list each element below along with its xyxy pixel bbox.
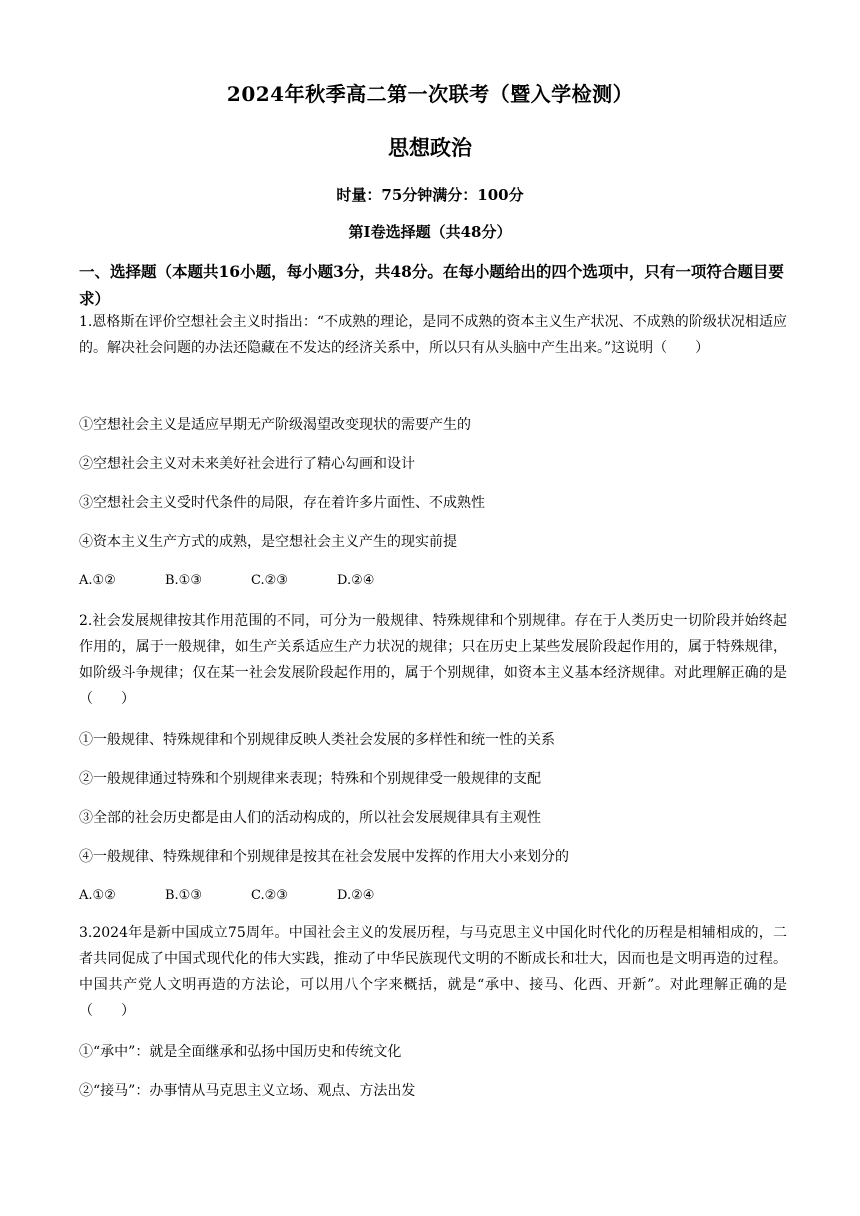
answer-d: D.②④ [337, 888, 375, 903]
option-3: ③全部的社会历史都是由人们的活动构成的，所以社会发展规律具有主观性 [79, 810, 541, 826]
option-3: ③空想社会主义受时代条件的局限，存在着许多片面性、不成熟性 [79, 495, 485, 511]
option-4: ④一般规律、特殊规律和个别规律是按其在社会发展中发挥的作用大小来划分的 [79, 849, 569, 865]
option-2: ②一般规律通过特殊和个别规律来表现；特殊和个别规律受一般规律的支配 [79, 771, 541, 787]
time-info: 时量：75分钟满分：100分 [336, 186, 524, 204]
answer-b: B.①③ [165, 888, 202, 903]
question-stem: 1.恩格斯在评价空想社会主义时指出：“不成熟的理论，是同不成熟的资本主义生产状况、不成熟的阶级状况相适应的。解决社会问题的办法还隐藏在不发达的经济关系中，所以只有从头脑中产生出来。”这说明（ ） [79, 314, 787, 356]
volume-heading: 第Ⅰ卷选择题（共48分） [348, 223, 512, 241]
option-4: ④资本主义生产方式的成熟，是空想社会主义产生的现实前提 [79, 534, 457, 550]
answer-c: C.②③ [251, 888, 288, 903]
question-stem: 2.社会发展规律按其作用范围的不同，可分为一般规律、特殊规律和个别规律。存在于人类历史一切阶段并始终起作用的，属于一般规律，如生产关系适应生产力状况的规律；只在历史上某些发展阶段起作用的，属于特殊规律，如阶级斗争规律；仅在某一社会发展阶段起作用的，属于个别规律，如资本主义基本经济规律。对此理解正确的是（ ） [79, 613, 787, 707]
answer-d: D.②④ [337, 573, 375, 588]
subject-title: 思想政治 [388, 135, 472, 160]
question-1 [79, 309, 787, 609]
answer-c: C.②③ [251, 573, 288, 588]
exam-title: 2024年秋季高二第一次联考（暨入学检测） [226, 82, 634, 106]
option-1: ①空想社会主义是适应早期无产阶级渴望改变现状的需要产生的 [79, 417, 471, 433]
question-3 [79, 920, 787, 1110]
answer-a: A.①② [79, 573, 116, 588]
question-2 [79, 608, 787, 908]
option-1: ①一般规律、特殊规律和个别规律反映人类社会发展的多样性和统一性的关系 [79, 732, 555, 748]
option-1: ①“承中”：就是全面继承和弘扬中国历史和传统文化 [79, 1044, 402, 1060]
question-stem: 3.2024年是新中国成立75周年。中国社会主义的发展历程，与马克思主义中国化时代化的历程是相辅相成的，二者共同促成了中国式现代化的伟大实践，推动了中华民族现代文明的不断成长和壮大，因而也是文明再造的过程。中国共产党人文明再造的方法论，可以用八个字来概括，就是“承中、接马、化西、开新”。对此理解正确的是（ ） [79, 925, 787, 1019]
answer-b: B.①③ [165, 573, 202, 588]
answer-a: A.①② [79, 888, 116, 903]
answer-choices [79, 885, 423, 907]
option-2: ②空想社会主义对未来美好社会进行了精心勾画和设计 [79, 456, 415, 472]
section-heading: 一、选择题（本题共16小题，每小题3分，共48分。在每小题给出的四个选项中，只有一项符合题目要求） [79, 262, 784, 308]
option-2: ②“接马”：办事情从马克思主义立场、观点、方法出发 [79, 1083, 416, 1099]
answer-choices [79, 570, 423, 592]
